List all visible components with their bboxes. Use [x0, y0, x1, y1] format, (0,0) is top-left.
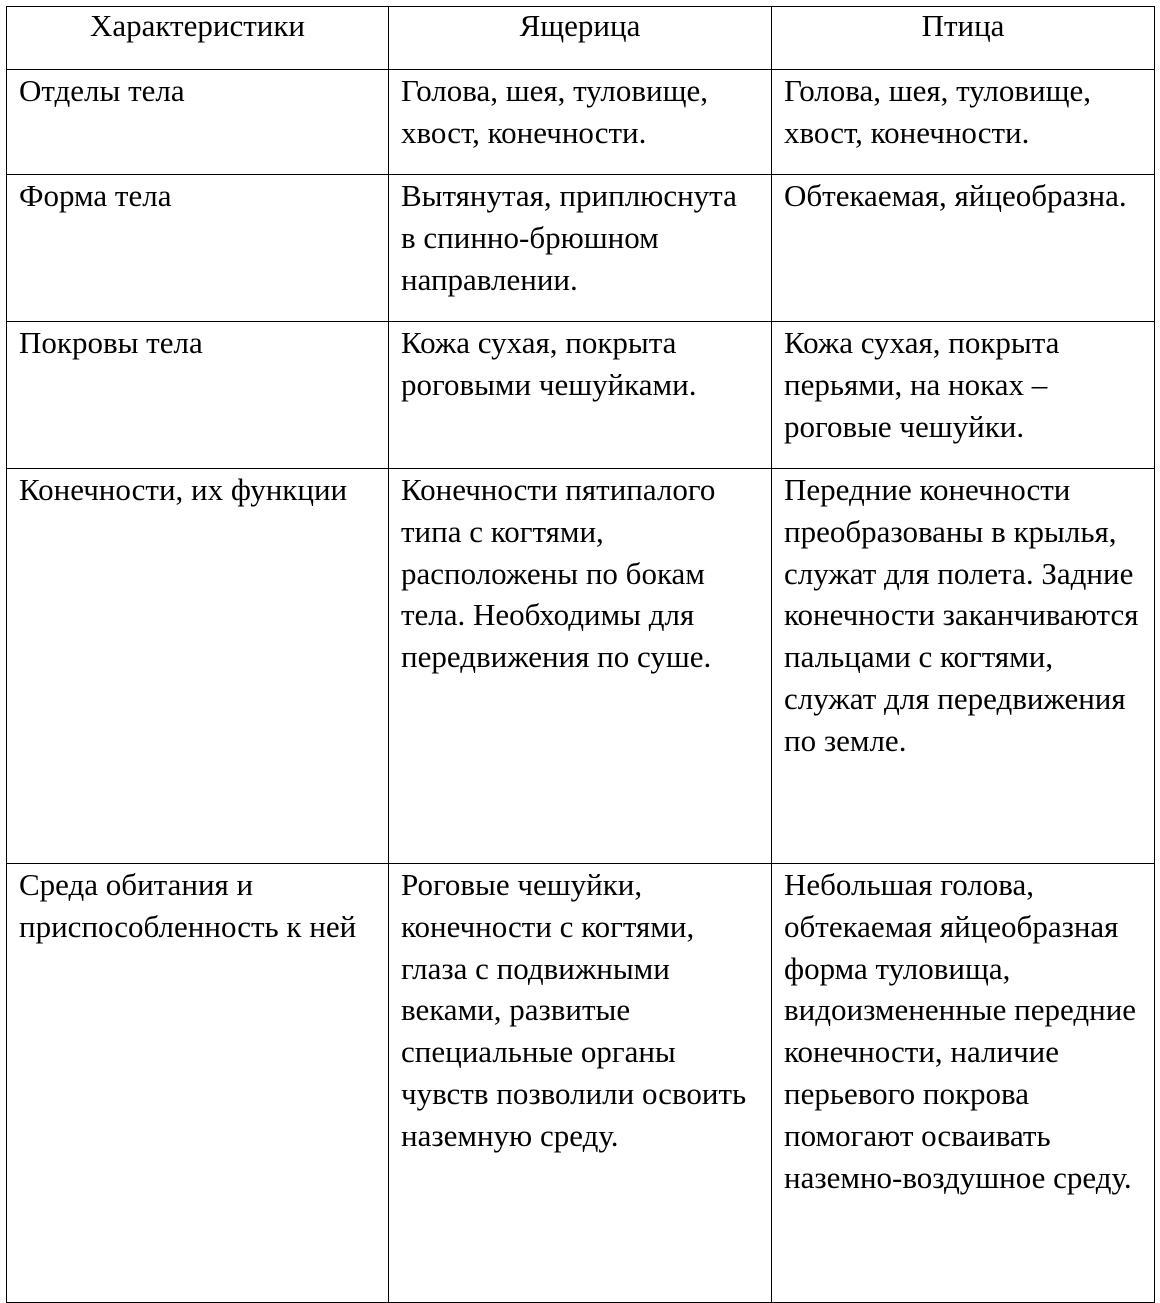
header-bird: Птица: [772, 7, 1155, 70]
cell-characteristic: Отделы тела: [7, 70, 389, 175]
header-lizard: Ящерица: [389, 7, 772, 70]
cell-characteristic: Форма тела: [7, 175, 389, 322]
cell-bird: Небольшая голова, обтекаемая яйцеобразная форма туловища, видоизмененные передние конечности, наличие перьевого покрова помогают осваивать наземно-воздушное среду.: [772, 864, 1155, 1303]
cell-lizard: Вытянутая, приплюснута в спинно-брюшном направлении.: [389, 175, 772, 322]
comparison-table: [6, 6, 1155, 1303]
table-row: [7, 469, 1155, 864]
header-characteristics: Характеристики: [7, 7, 389, 70]
cell-characteristic: Покровы тела: [7, 322, 389, 469]
cell-characteristic: Среда обитания и приспособленность к ней: [7, 864, 389, 1303]
cell-lizard: Голова, шея, туловище, хвост, конечности.: [389, 70, 772, 175]
cell-lizard: Роговые чешуйки, конечности с когтями, глаза с подвижными веками, развитые специальные органы чувств позволили освоить наземную среду.: [389, 864, 772, 1303]
table-row: [7, 864, 1155, 1303]
cell-characteristic: Конечности, их функции: [7, 469, 389, 864]
cell-bird: Голова, шея, туловище, хвост, конечности.: [772, 70, 1155, 175]
table-row: [7, 322, 1155, 469]
cell-lizard: Кожа сухая, покрыта роговыми чешуйками.: [389, 322, 772, 469]
table-row: [7, 175, 1155, 322]
cell-bird: Передние конечности преобразованы в крылья, служат для полета. Задние конечности заканчиваются пальцами с когтями, служат для передвижения по земле.: [772, 469, 1155, 864]
table-row: [7, 70, 1155, 175]
cell-lizard: Конечности пятипалого типа с когтями, расположены по бокам тела. Необходимы для передвижения по суше.: [389, 469, 772, 864]
table-header-row: [7, 7, 1155, 70]
cell-bird: Кожа сухая, покрыта перьями, на ноках – роговые чешуйки.: [772, 322, 1155, 469]
cell-bird: Обтекаемая, яйцеобразна.: [772, 175, 1155, 322]
